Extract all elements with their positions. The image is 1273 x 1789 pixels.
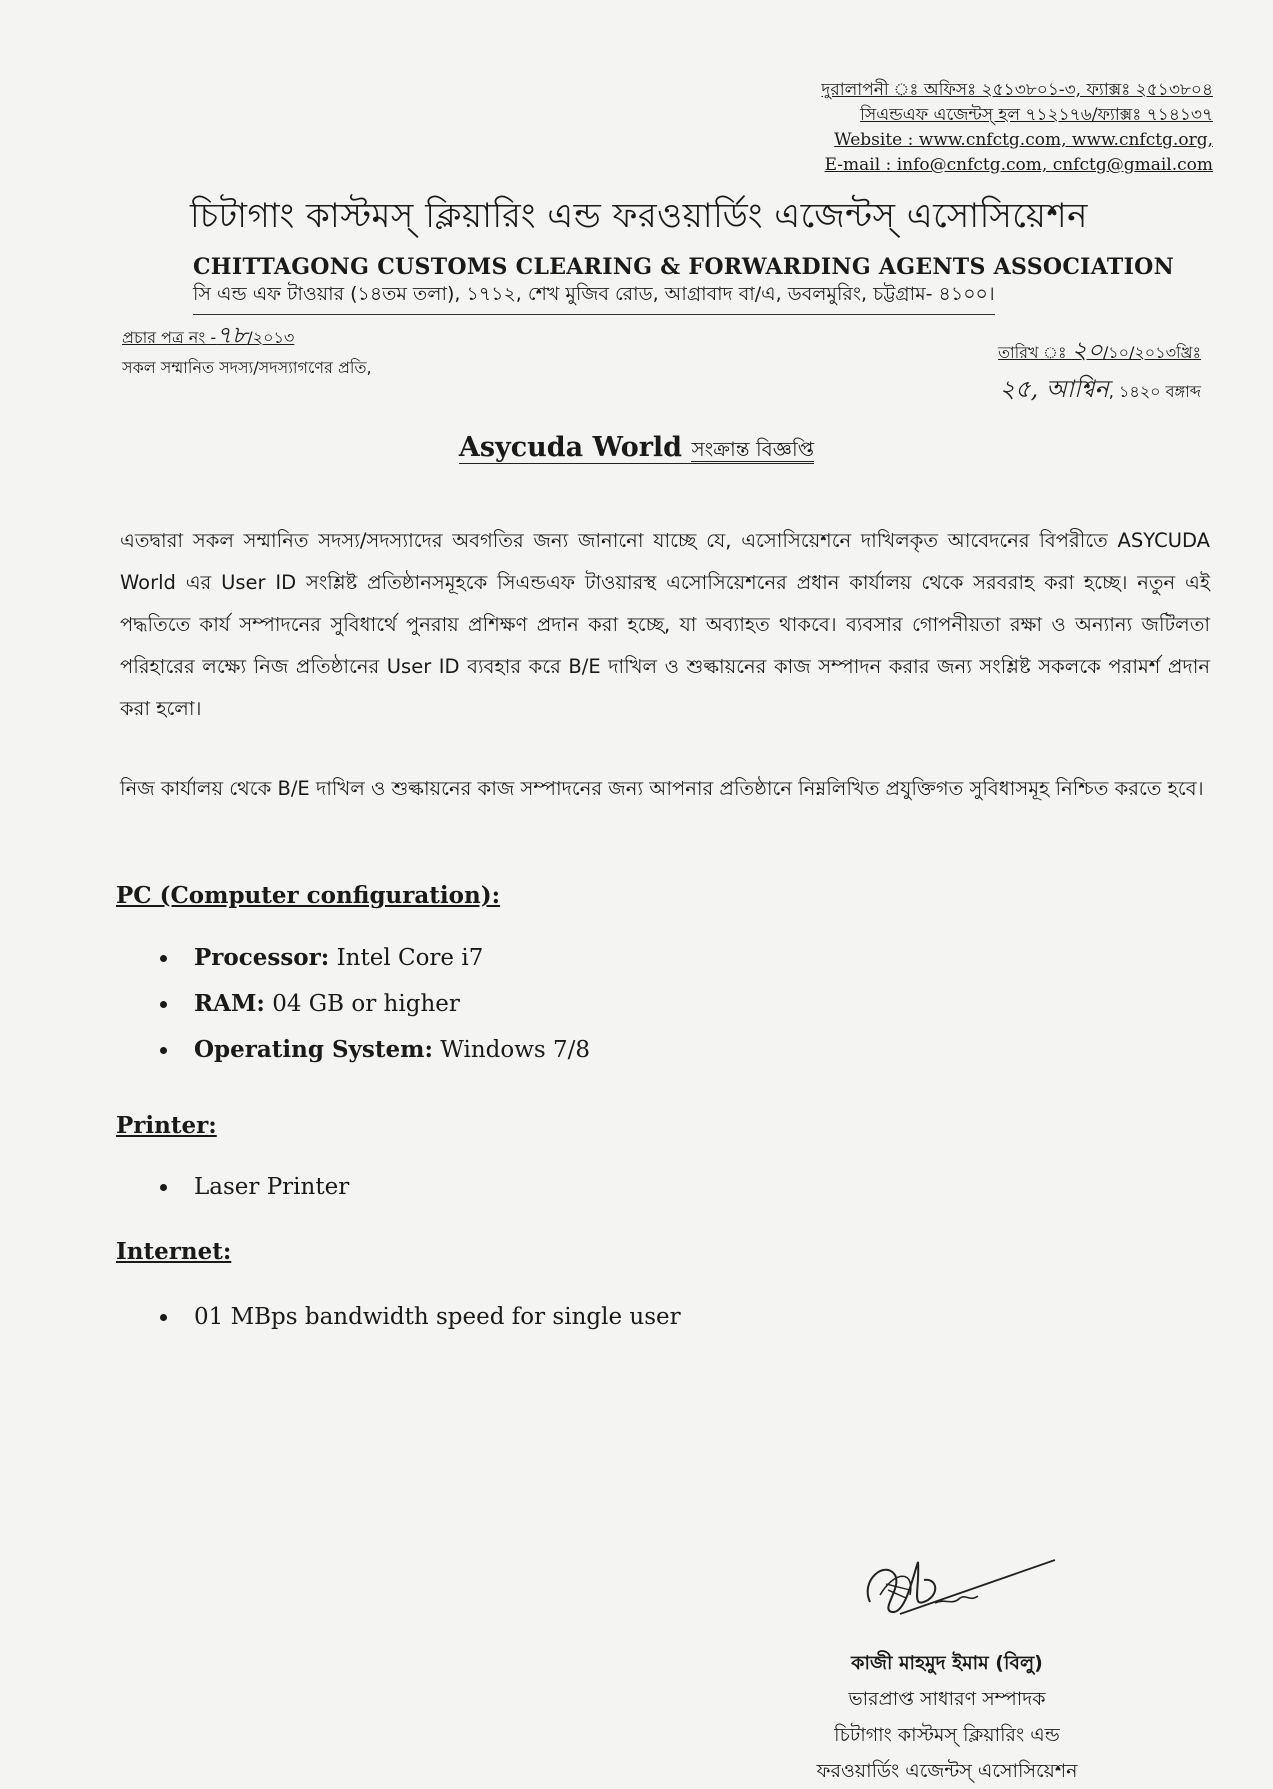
body-paragraph-2: নিজ কার্যালয় থেকে B/E দাখিল ও শুল্কায়নের কাজ সম্পাদনের জন্য আপনার প্রতিষ্ঠানে নিম্নলিখিত প্রযুক্তিগত সুবিধাসমূহ নিশ্চিত করতে হবে।	[120, 777, 1204, 800]
internet-heading: Internet:	[116, 1238, 232, 1265]
association-name-bangla: চিটাগাং কাস্টমস্‌ ক্লিয়ারিং এন্ড ফরওয়ার্ডিং এজেন্টস্‌ এসোসিয়েশন	[190, 196, 1088, 236]
os-value: Windows 7/8	[440, 1037, 591, 1063]
contact-block	[821, 78, 1213, 178]
processor-value: Intel Core i7	[336, 945, 484, 971]
pc-heading: PC (Computer configuration):	[116, 882, 501, 909]
email-line: E-mail : info@cnfctg.com, cnfctg@gmail.com	[824, 155, 1213, 175]
title-bangla: সংক্রান্ত বিজ্ঞপ্তি	[691, 437, 815, 461]
recipient-line: সকল সম্মানিত সদস্য/সদস্যাগণের প্রতি,	[122, 358, 372, 377]
ram-label: RAM:	[194, 990, 265, 1017]
os-label: Operating System:	[194, 1036, 433, 1063]
signatory-title: ভারপ্রাপ্ত সাধারণ সম্পাদক	[848, 1688, 1046, 1710]
agents-hall-line: সিএন্ডএফ এজেন্টস্‌ হল ৭১২১৭৬/ফ্যাক্সঃ ৭১৪১৩৭	[860, 105, 1213, 125]
bangla-date-handwritten: ২৫, আশ্বিন	[999, 375, 1109, 403]
ram-value: 04 GB or higher	[272, 991, 460, 1017]
date-label: তারিখ ঃ	[998, 343, 1067, 362]
phone-line: দুরালাপনী ঃ অফিসঃ ২৫১৩৮০১-৩, ফ্যাক্সঃ ২৫১৩৮০৪	[821, 80, 1213, 100]
printer-list	[150, 1165, 349, 1210]
gregorian-date	[998, 332, 1201, 371]
list-item: • Laser Printer	[180, 1165, 349, 1210]
internet-list	[150, 1295, 681, 1340]
signatory-block	[797, 1645, 1097, 1789]
list-item	[180, 1027, 590, 1073]
signatory-org-line-2: ফরওয়ার্ডিং এজেন্টস্‌ এসোসিয়েশন	[816, 1760, 1078, 1782]
association-address: সি এন্ড এফ টাওয়ার (১৪তম তলা), ১৭১২, শেখ মুজিব রোড, আগ্রাবাদ বা/এ, ডবলমুরিং, চট্টগ্রাম- ৪১০০।	[193, 280, 995, 315]
circular-prefix: প্রচার পত্র নং -	[122, 328, 217, 347]
list-item: • 01 MBps bandwidth speed for single user	[180, 1295, 681, 1340]
title-english: Asycuda World	[458, 432, 683, 463]
bangla-date	[998, 371, 1201, 410]
pc-list	[150, 935, 590, 1073]
date-rest: /১০/২০১৩খ্রিঃ	[1102, 343, 1201, 362]
circular-year: /২০১৩	[247, 328, 295, 347]
processor-label: Processor:	[194, 944, 330, 971]
notice-title	[0, 432, 1273, 468]
date-block	[998, 332, 1201, 410]
date-handwritten-day: ২০	[1071, 336, 1103, 364]
reference-block	[122, 320, 372, 383]
website-line: Website : www.cnfctg.com, www.cnfctg.org,	[834, 130, 1213, 150]
circular-number	[122, 320, 372, 353]
association-name-english: CHITTAGONG CUSTOMS CLEARING & FORWARDING AGENTS ASSOCIATION	[193, 254, 1175, 280]
printer-heading: Printer:	[116, 1112, 217, 1139]
bangla-year: , ১৪২০ বঙ্গাব্দ	[1108, 382, 1201, 401]
body-paragraph-1: এতদ্বারা সকল সম্মানিত সদস্য/সদস্যাদের অবগতির জন্য জানানো যাচ্ছে যে, এসোসিয়েশনে দাখিলকৃত আবেদনের বিপরীতে ASYCUDA World এর User ID সংশ্লিষ্ট প্রতিষ্ঠানসমূহকে সিএন্ডএফ টাওয়ারস্থ এসোসিয়েশনের প্রধান কার্যালয় থেকে সরবরাহ করা হচ্ছে। নতুন এই পদ্ধতিতে কার্য সম্পাদনের সুবিধার্থে পুনরায় প্রশিক্ষণ প্রদান করা হচ্ছে, যা অব্যাহত থাকবে। ব্যবসার গোপনীয়তা রক্ষা ও অন্যান্য জটিলতা পরিহারের লক্ষ্যে নিজ প্রতিষ্ঠানের User ID ব্যবহার করে B/E দাখিল ও শুল্কায়নের কাজ সম্পাদন করার জন্য সংশ্লিষ্ট সকলকে পরামর্শ প্রদান করা হলো।	[120, 529, 1210, 720]
signatory-org-line-1: চিটাগাং কাস্টমস্‌ ক্লিয়ারিং এন্ড	[834, 1724, 1060, 1746]
signature-icon	[840, 1540, 1070, 1630]
list-item	[180, 981, 590, 1027]
circular-handwritten-number: ৭৮	[216, 321, 248, 349]
list-item	[180, 935, 590, 981]
signatory-name: কাজী মাহমুদ ইমাম (বিলু)	[851, 1652, 1043, 1674]
